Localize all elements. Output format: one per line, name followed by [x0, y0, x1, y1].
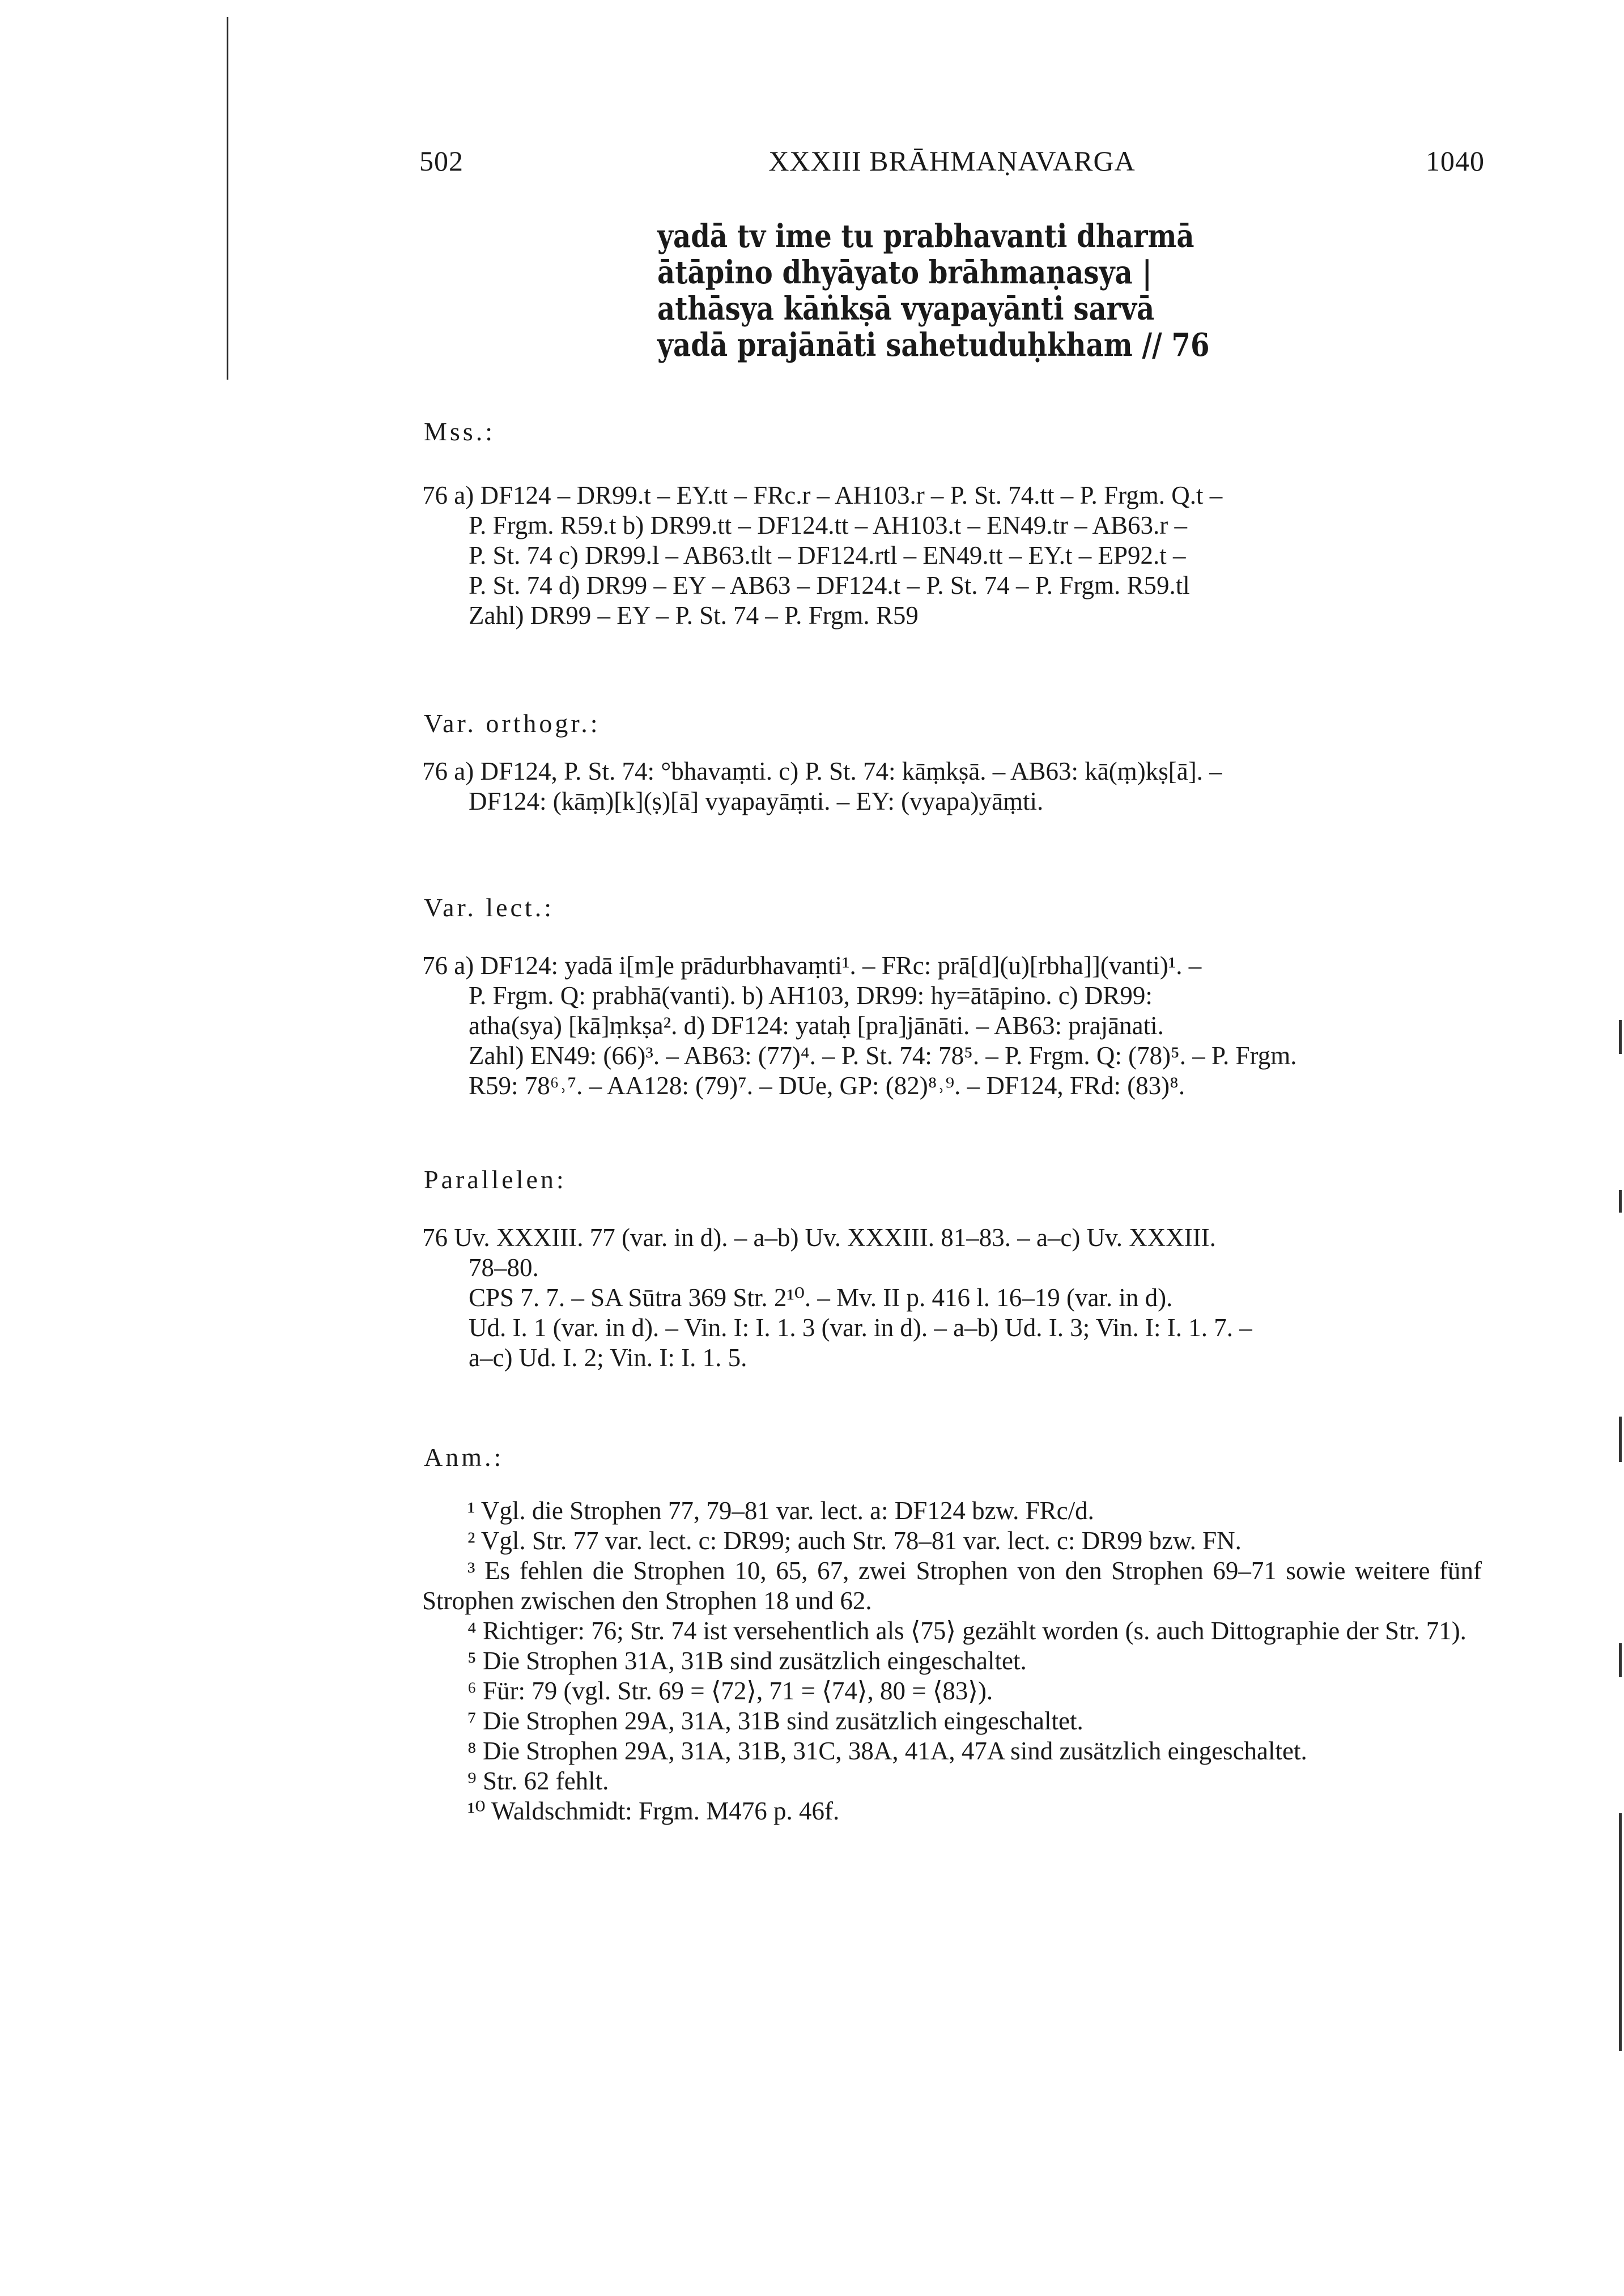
stanza-number: 1040 — [1426, 145, 1485, 177]
mss-line: Zahl) DR99 – EY – P. St. 74 – P. Frgm. R59 — [469, 601, 919, 630]
footnote: ⁶ Für: 79 (vgl. Str. 69 = ⟨72⟩, 71 = ⟨74⟩, 80 = ⟨83⟩). — [467, 1677, 993, 1705]
footnote: ⁹ Str. 62 fehlt. — [467, 1767, 609, 1795]
verse-line: ātāpino dhyāyato brāhmaṇasya | — [657, 254, 1152, 291]
var-lect-line: 76 a) DF124: yadā i[m]e prādurbhavaṃti¹. – FRc: prā[d](u)[rbha]](vanti)¹. – — [422, 951, 1202, 980]
parallelen-line: 76 Uv. XXXIII. 77 (var. in d). – a–b) Uv. XXXIII. 81–83. – a–c) Uv. XXXIII. — [422, 1223, 1216, 1252]
scan-edge-line — [227, 17, 228, 380]
running-header — [419, 144, 1485, 190]
var-lect-heading: Var. lect.: — [424, 893, 554, 922]
footnote: ¹⁰ Waldschmidt: Frgm. M476 p. 46f. — [467, 1797, 840, 1825]
mss-line: P. St. 74 c) DR99.l – AB63.tlt – DF124.rtl – EN49.tt – EY.t – EP92.t – — [469, 541, 1186, 569]
verse-line: athāsya kāṅkṣā vyapayānti sarvā — [657, 290, 1155, 328]
footnote: ³ Es fehlen die Strophen 10, 65, 67, zwei Strophen von den Strophen 69–71 sowie weitere fünf Strophen zwischen den Strophen 18 und 62. — [422, 1557, 1482, 1615]
page-number: 502 — [419, 145, 464, 177]
verse-line: yadā prajānāti sahetuduḥkham // 76 — [657, 326, 1210, 364]
anm-heading: Anm.: — [424, 1443, 504, 1472]
chapter-title: XXXIII BRĀHMAṆAVARGA — [768, 145, 1136, 177]
parallelen-line: 78–80. — [469, 1253, 539, 1282]
footnote: ⁸ Die Strophen 29A, 31A, 31B, 31C, 38A, 41A, 47A sind zusätzlich eingeschaltet. — [467, 1737, 1307, 1765]
mss-heading: Mss.: — [424, 417, 495, 446]
footnotes-block — [422, 1496, 1482, 1826]
verse-line: yadā tv ime tu prabhavanti dharmā — [657, 218, 1194, 255]
var-orthogr-line: 76 a) DF124, P. St. 74: °bhavaṃti. c) P. St. 74: kāṃkṣā. – AB63: kā(ṃ)kṣ[ā]. – — [422, 757, 1222, 785]
scan-edge-marks — [1607, 1020, 1624, 2097]
footnote: ⁴ Richtiger: 76; Str. 74 ist versehentlich als ⟨75⟩ gezählt worden (s. auch Dittographie der Str. 71). — [467, 1617, 1466, 1645]
mss-line: P. Frgm. R59.t b) DR99.tt – DF124.tt – AH103.t – EN49.tr – AB63.r – — [469, 511, 1188, 539]
parallelen-block — [422, 1223, 1482, 1373]
parallelen-line: a–c) Ud. I. 2; Vin. I: I. 1. 5. — [469, 1343, 747, 1372]
parallelen-line: CPS 7. 7. – SA Sūtra 369 Str. 2¹⁰. – Mv. II p. 416 l. 16–19 (var. in d). — [469, 1283, 1173, 1312]
var-lect-block — [422, 951, 1482, 1101]
parallelen-line: Ud. I. 1 (var. in d). – Vin. I: I. 1. 3 (var. in d). – a–b) Ud. I. 3; Vin. I: I. 1. 7. – — [469, 1313, 1252, 1342]
footnote: ⁵ Die Strophen 31A, 31B sind zusätzlich eingeschaltet. — [467, 1647, 1027, 1675]
parallelen-heading: Parallelen: — [424, 1165, 567, 1194]
var-lect-line: atha(sya) [kā]ṃkṣa². d) DF124: yataḥ [pra]jānāti. – AB63: prajānati. — [469, 1011, 1164, 1040]
footnote: ¹ Vgl. die Strophen 77, 79–81 var. lect. a: DF124 bzw. FRc/d. — [467, 1496, 1094, 1525]
var-orthogr-block — [422, 756, 1482, 817]
var-lect-line: P. Frgm. Q: prabhā(vanti). b) AH103, DR99: hy=ātāpino. c) DR99: — [469, 981, 1153, 1010]
footnote: ² Vgl. Str. 77 var. lect. c: DR99; auch Str. 78–81 var. lect. c: DR99 bzw. FN. — [467, 1527, 1242, 1555]
mss-line: P. St. 74 d) DR99 – EY – AB63 – DF124.t – P. St. 74 – P. Frgm. R59.tl — [469, 571, 1190, 599]
mss-block — [422, 481, 1482, 631]
var-lect-line: Zahl) EN49: (66)³. – AB63: (77)⁴. – P. St. 74: 78⁵. – P. Frgm. Q: (78)⁵. – P. Frgm. — [469, 1041, 1297, 1070]
var-orthogr-heading: Var. orthogr.: — [424, 709, 601, 738]
var-lect-line: R59: 78⁶˒⁷. – AA128: (79)⁷. – DUe, GP: (82)⁸˒⁹. – DF124, FRd: (83)⁸. — [469, 1072, 1185, 1100]
footnote: ⁷ Die Strophen 29A, 31A, 31B sind zusätzlich eingeschaltet. — [467, 1707, 1083, 1735]
verse-block — [657, 218, 1209, 363]
mss-line: 76 a) DF124 – DR99.t – EY.tt – FRc.r – AH103.r – P. St. 74.tt – P. Frgm. Q.t – — [422, 481, 1223, 509]
var-orthogr-line: DF124: (kāṃ)[k](ṣ)[ā] vyapayāṃti. – EY: (vyapa)yāṃti. — [469, 787, 1044, 815]
